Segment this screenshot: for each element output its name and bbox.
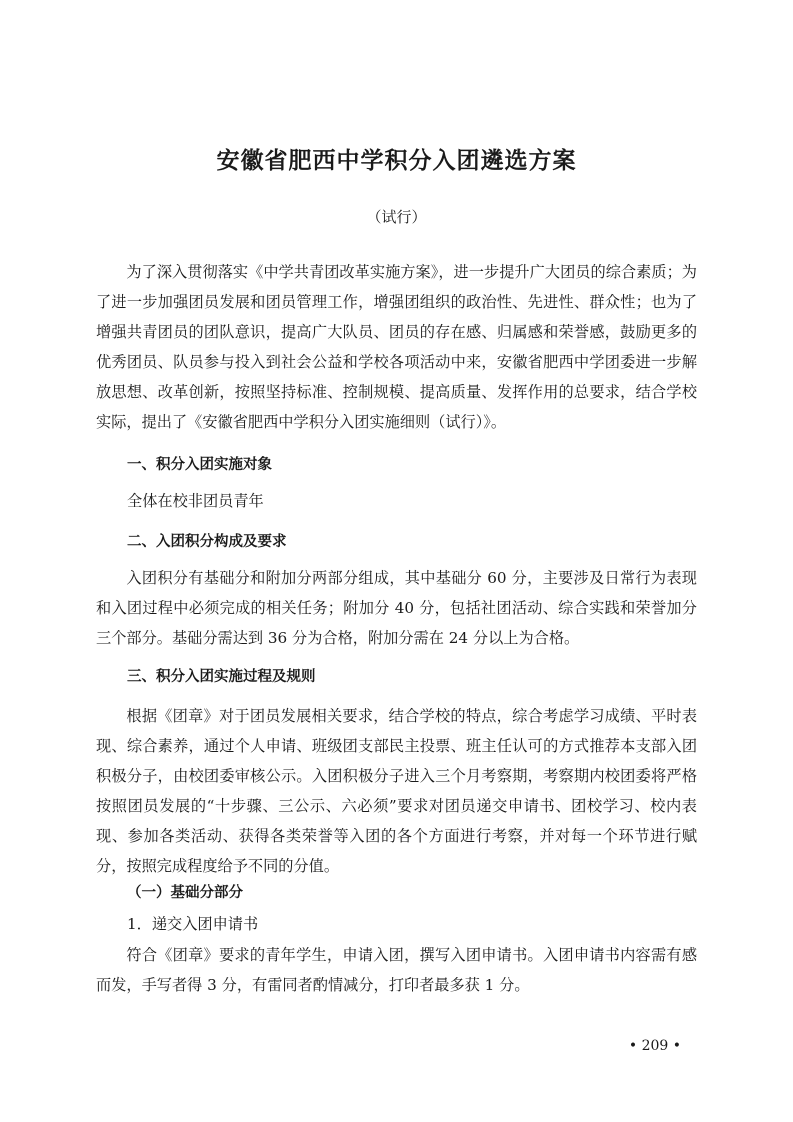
subsection-1-heading: （一）基础分部分: [127, 885, 243, 901]
document-title: 安徽省肥西中学积分入团遴选方案: [216, 148, 577, 174]
section-1-heading: 一、积分入团实施对象: [127, 457, 272, 473]
item-1-label: 1．递交入团申请书: [127, 915, 259, 933]
section-1-text: 全体在校非团员青年: [127, 492, 264, 510]
section-3-paragraph: 根据《团章》对于团员发展相关要求，结合学校的特点，综合考虑学习成绩、平时表现、综合素养，通过个人申请、班级团支部民主投票、班主任认可的方式推荐本支部入团积极分子，由校团委审核公示。入团积极分子进入三个月考察期，考察期内校团委将严格按照团员发展的“十步骤、三公示、六必须”要求对团员递交申请书、团校学习、校内表现、参加各类活动、获得各类荣誉等入团的各个方面进行考察，并对每一个环节进行赋分，按照完成程度给予不同的分值。: [96, 707, 697, 875]
section-2-heading: 二、入团积分构成及要求: [127, 534, 287, 550]
section-2-paragraph: 入团积分有基础分和附加分两部分组成，其中基础分 60 分，主要涉及日常行为表现和入团过程中必须完成的相关任务；附加分 40 分，包括社团活动、综合实践和荣誉加分三个部分。基础分需达到 36 分为合格，附加分需在 24 分以上为合格。: [96, 569, 697, 647]
page-number: • 209 •: [628, 1038, 681, 1054]
intro-paragraph: 为了深入贯彻落实《中学共青团改革实施方案》，进一步提升广大团员的综合素质；为了进一步加强团员发展和团员管理工作，增强团组织的政治性、先进性、群众性；也为了增强共青团员的团队意识，提高广大队员、团员的存在感、归属感和荣誉感，鼓励更多的优秀团员、队员参与投入到社会公益和学校各项活动中来，安徽省肥西中学团委进一步解放思想、改革创新，按照坚持标准、控制规模、提高质量、发挥作用的总要求，结合学校实际，提出了《安徽省肥西中学积分入团实施细则（试行）》。: [96, 263, 697, 431]
section-3-heading: 三、积分入团实施过程及规则: [127, 669, 316, 685]
document-subtitle: （试行）: [366, 208, 427, 226]
item-1-paragraph: 符合《团章》要求的青年学生，申请入团，撰写入团申请书。入团申请书内容需有感而发，手写者得 3 分，有雷同者酌情减分，打印者最多获 1 分。: [96, 946, 697, 994]
